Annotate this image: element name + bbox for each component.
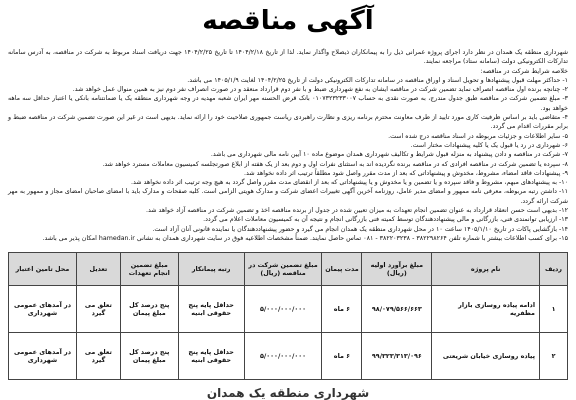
table-header-cell: مبلغ تضمین شرکت در مناقصه (ریال) — [244, 253, 322, 286]
notice-paragraph: ۳- مبلغ تضمین شرکت در مناقصه طبق جدول مندرج، به صورت نقدی به حساب ۰۱۰۷۳۲۳۲۳۳۰۰۷ بانک قرض الحسنه مهر ایران شعبه مهدیه در وجه شهرداری منطقه یک یا ضمانتنامه بانکی یا اعتبار حداقل سه ماهه خواهد بود. — [8, 95, 568, 112]
notice-paragraph: ۵- سایر اطلاعات و جزئیات مربوطه در اسناد مناقصه درج شده است. — [388, 132, 568, 140]
notice-paragraph: ۱۳- ارزیابی توانمندی فنی، بازرگانی و مالی پیشنهاددهندگان توسط کمیته فنی بازرگانی انجام و نتیجه آن به کمیسیون معاملات اعلام می گردد. — [203, 216, 568, 224]
table-header-cell: محل تامین اعتبار — [9, 253, 77, 286]
table-cell: ۵/۰۰۰/۰۰۰/۰۰۰ — [244, 333, 322, 380]
notice-paragraph: ۱۰- به پیشنهادهای مبهم، مشروط و فاقد سپرده و یا تضمین و یا مخدوش و یا پیشنهاداتی که بعد از انقضای مدت مقرر واصل گردد به هیچ وجه ترتیب اثر داده نخواهد شد. — [130, 179, 568, 187]
notice-paragraph: ۲- چنانچه برنده اول مناقصه انصراف نماید تضمین شرکت در مناقصه ایشان به نفع شهرداری ضبط و با نفر دوم قرارداد منعقد و در صورت انصراف نفر دوم نیز به همین منوال عمل خواهد شد. — [72, 86, 568, 94]
table-cell: ۱ — [540, 286, 568, 333]
table-cell: ۵/۰۰۰/۰۰۰/۰۰۰ — [244, 286, 322, 333]
table-cell: تعلق می گیرد — [76, 286, 120, 333]
table-cell: پنج درصد کل مبلغ پیمان — [120, 286, 178, 333]
notice-body — [8, 48, 568, 243]
table-cell: پیاده روسازی خیابان شریعتی — [432, 333, 540, 380]
table-cell: حداقل پایه پنج حقوقی ابنیه — [178, 286, 244, 333]
table-body — [9, 286, 568, 380]
table-cell: پنج درصد کل مبلغ پیمان — [120, 333, 178, 380]
table-header-cell: مدت پیمان — [322, 253, 362, 286]
table-cell: در آمدهای عمومی شهرداری — [9, 333, 77, 380]
table-header-cell: نام پروژه — [432, 253, 540, 286]
notice-paragraph: ۶- شهرداری در رد یا قبول یک یا کلیه پیشنهادات مختار است. — [410, 141, 568, 149]
table-cell: تعلق می گیرد — [76, 333, 120, 380]
table-header-cell: مبلغ تضمین انجام تعهدات — [120, 253, 178, 286]
notice-paragraph: ۴- متقاضی باید بر اساس ظرفیت کاری مورد تایید از طرف معاونت محترم برنامه ریزی و نظارت راهبردی ریاست جمهوری صلاحیت خود را ارائه نماید. بدیهی است در غیر این صورت تضمین شرکت در مناقصه ضبط و برابر مقررات اقدام می گردد. — [8, 114, 568, 131]
notice-title: آگهی مناقصه — [202, 6, 374, 36]
table-cell: ۶ ماه — [322, 333, 362, 380]
table-header-cell: ردیف — [540, 253, 568, 286]
table-cell: ۶ ماه — [322, 286, 362, 333]
notice-paragraph: شهرداری منطقه یک همدان در نظر دارد اجرای پروژه عمرانی ذیل را به پیمانکاران ذیصلاح واگذار نماید. لذا از تاریخ ۱۴۰۴/۲/۱۸ تا تاریخ ۱۴۰۴/۲/۲۵ جهت دریافت اسناد مربوط به شرکت در مناقصه، به آدرس سامانه تدارکات الکترونیکی دولت (سامانه ستاد) مراجعه نمایند. — [8, 49, 568, 66]
footer-banner: شهرداری منطقه یک همدان — [206, 386, 370, 400]
table-cell: ادامه پیاده روسازی بازار مظفریه — [432, 286, 540, 333]
notice-paragraph: ۱۴- بازگشایی پاکات در تاریخ ۱۴۰۵/۱/۱۰ ساعت ۱۰ در محل شهرداری منطقه یک همدان انجام می گیرد و حضور پیشنهاددهندگان یا نماینده قانونی آنان آزاد است. — [152, 225, 568, 233]
table-cell: ۲ — [540, 333, 568, 380]
projects-table-wrap — [8, 252, 568, 380]
notice-paragraph: ۱۵- برای کسب اطلاعات بیشتر با شماره تلفن ۳۸۲۲۹۸۲۶۴ - ۳۸۲۲۰۳۲۳۸ - ۰۸۱ تماس حاصل نمایند. ضمناً مشخصات اطلاعیه فوق در سایت شهرداری همدان به نشانی hamedan.ir امکان پذیر می باشد. — [42, 234, 568, 242]
table-cell: حداقل پایه پنج حقوقی ابنیه — [178, 333, 244, 380]
table-header-row — [9, 253, 568, 286]
table-row — [9, 286, 568, 333]
projects-table — [8, 252, 568, 380]
table-header-cell: رتبه پیمانکار — [178, 253, 244, 286]
notice-paragraph: ۱۲- بدیهی است حسن انعقاد قرارداد به عنوان تضمین انجام تعهدات به میزان تعیین شده در جدول از برنده مناقصه اخذ و تضمین شرکت در مناقصه آزاد خواهد شد. — [145, 207, 568, 215]
notice-paragraph: ۹- پیشنهادات فاقد امضاء، مشروط، مخدوش و پیشنهاداتی که بعد از مدت مقرر واصل شود مطلقاً ترتیب اثر داده نخواهد شد. — [244, 169, 568, 177]
notice-paragraph: ۱۱- داشتن رتبه مربوطه، معرفی نامه ممهور و امضای مدیر عامل، روزنامه آخرین آگهی تغییرات اعضای شرکت و مدارک هویتی الزامی است. کلیه صفحات و مدارک باید با امضای صاحبان امضای مجاز و ممهور به مهر شرکت ارائه گردد. — [8, 188, 568, 205]
table-header-cell: مبلغ برآورد اولیه (ریال) — [362, 253, 432, 286]
table-header-cell: تعدیل — [76, 253, 120, 286]
notice-paragraph: ۷- شرکت در مناقصه و دادن پیشنهاد به منزله قبول شرایط و تکالیف شهرداری همدان موضوع ماده ۱۰ آیین نامه مالی شهرداری می باشد. — [210, 151, 568, 159]
table-row — [9, 333, 568, 380]
notice-paragraph: خلاصه شرایط شرکت در مناقصه: — [480, 67, 568, 75]
notice-paragraph: ۸- سپرده یا تضمین شرکت در مناقصه افرادی که در مناقصه برنده نگردیده اند به استثنای نفرات اول و دوم بعد از یک هفته از ابلاغ صورتجلسه کمیسیون معاملات مسترد خواهد شد. — [102, 160, 568, 168]
table-cell: ۹۹/۳۲۳/۳۱۳/۰۹۶ — [362, 333, 432, 380]
notice-paragraph: ۱- حداکثر مهلت قبول پیشنهادها و تحویل اسناد و اوراق مناقصه در سامانه تدارکات الکترونیکی دولت از تاریخ ۱۴۰۴/۲/۲۵ لغایت ۱۴۰۵/۱/۹ می باشد. — [187, 76, 568, 84]
table-cell: ۹۸/۰۷۹/۵۶۶/۶۶۳ — [362, 286, 432, 333]
table-cell: در آمدهای عمومی شهرداری — [9, 286, 77, 333]
